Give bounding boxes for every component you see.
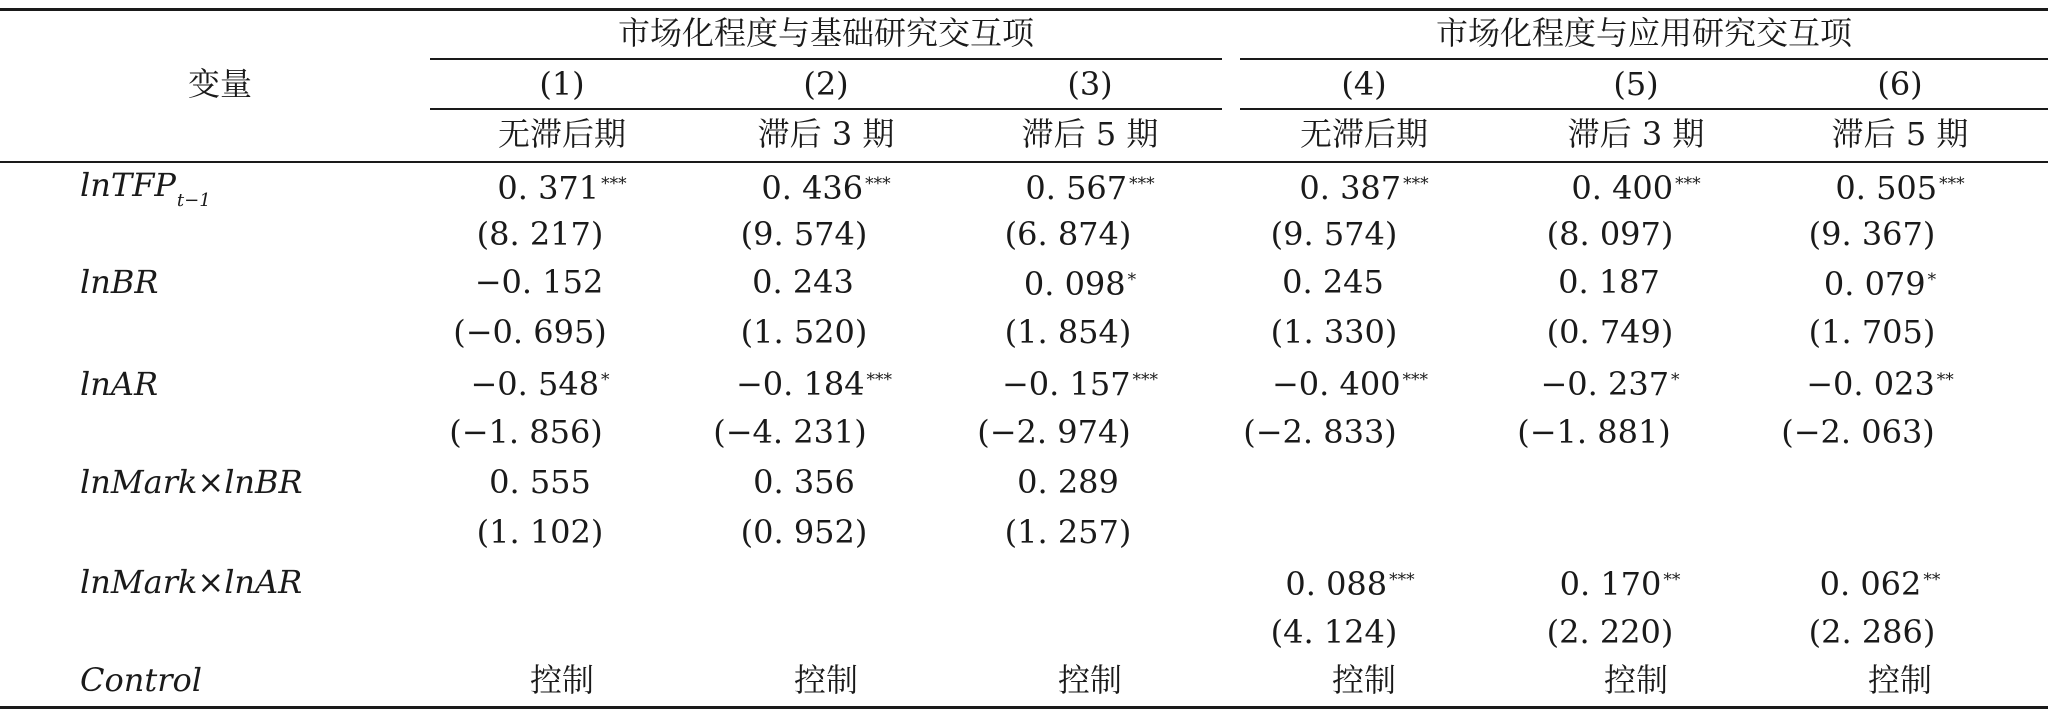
coef-cell: 0. 098 * <box>1023 265 1137 303</box>
group-header-basic: 市场化程度与基础研究交互项 <box>617 14 1035 52</box>
col-num-4: (4) <box>1341 65 1387 103</box>
colnum2-rule <box>1240 108 2048 110</box>
tstat-cell: (1. 705) <box>1808 313 1936 351</box>
tstat-cell: (1. 257) <box>1004 513 1132 551</box>
coef-cell: −0. 184 *** <box>735 365 893 403</box>
row-label-mark-br: lnMark×lnBR <box>80 463 303 501</box>
tstat-cell: (1. 854) <box>1004 313 1132 351</box>
control-cell: 控制 <box>793 661 859 699</box>
group2-rule <box>1240 58 2048 60</box>
tstat-cell: (1. 330) <box>1270 313 1398 351</box>
group-header-applied: 市场化程度与应用研究交互项 <box>1435 14 1853 52</box>
row-label-mark-ar: lnMark×lnAR <box>80 563 303 601</box>
coef-cell: 0. 555 <box>489 463 591 501</box>
col-lag-3: 滞后 5 期 <box>1021 115 1159 153</box>
coef-cell: 0. 062 ** <box>1819 565 1941 603</box>
tstat-cell: (8. 217) <box>476 215 604 253</box>
coef-cell: 0. 245 <box>1282 263 1384 301</box>
tstat-cell: (−4. 231) <box>713 413 867 451</box>
tstat-cell: (−2. 833) <box>1243 413 1397 451</box>
row-label-lnar: lnAR <box>80 365 159 403</box>
tstat-cell: (−0. 695) <box>453 313 607 351</box>
tstat-cell: (2. 286) <box>1808 613 1936 651</box>
coef-cell: −0. 548 * <box>470 365 610 403</box>
tstat-cell: (2. 220) <box>1546 613 1674 651</box>
col-num-3: (3) <box>1067 65 1113 103</box>
tstat-cell: (1. 102) <box>476 513 604 551</box>
coef-cell: 0. 088 *** <box>1285 565 1415 603</box>
tstat-cell: (−1. 856) <box>449 413 603 451</box>
tstat-cell: (4. 124) <box>1270 613 1398 651</box>
tstat-cell: (1. 520) <box>740 313 868 351</box>
tstat-cell: (−2. 974) <box>977 413 1131 451</box>
tstat-cell: (9. 367) <box>1808 215 1936 253</box>
coef-cell: 0. 243 <box>752 263 854 301</box>
coef-cell: 0. 289 <box>1017 463 1119 501</box>
coef-cell: 0. 505 *** <box>1835 169 1965 207</box>
tstat-cell: (0. 749) <box>1546 313 1674 351</box>
row-label-lntfp: lnTFP$_{t-1}$ <box>80 166 211 211</box>
row-label-lnbr: lnBR <box>80 263 159 301</box>
coef-cell: 0. 400 *** <box>1571 169 1701 207</box>
group1-rule <box>430 58 1222 60</box>
coef-cell: 0. 436 *** <box>761 169 891 207</box>
coef-cell: −0. 157 *** <box>1001 365 1159 403</box>
coef-cell: 0. 170 ** <box>1559 565 1681 603</box>
bottom-rule <box>0 706 2048 709</box>
control-cell: 控制 <box>1867 661 1933 699</box>
col-num-2: (2) <box>803 65 849 103</box>
tstat-cell: (8. 097) <box>1546 215 1674 253</box>
col-lag-6: 滞后 5 期 <box>1831 115 1969 153</box>
control-cell: 控制 <box>1331 661 1397 699</box>
coef-cell: −0. 237 * <box>1540 365 1680 403</box>
col-lag-4: 无滞后期 <box>1299 115 1429 153</box>
col-lag-2: 滞后 3 期 <box>757 115 895 153</box>
coef-cell: 0. 567 *** <box>1025 169 1155 207</box>
header-rule <box>0 161 2048 163</box>
control-cell: 控制 <box>1603 661 1669 699</box>
coef-cell: −0. 400 *** <box>1271 365 1429 403</box>
col-num-5: (5) <box>1613 65 1659 103</box>
col-lag-1: 无滞后期 <box>497 115 627 153</box>
col-num-1: (1) <box>539 65 585 103</box>
coef-cell: 0. 187 <box>1558 263 1660 301</box>
tstat-cell: (9. 574) <box>1270 215 1398 253</box>
coef-cell: 0. 371 *** <box>497 169 627 207</box>
tstat-cell: (6. 874) <box>1004 215 1132 253</box>
tstat-cell: (−1. 881) <box>1517 413 1671 451</box>
coef-cell: −0. 152 <box>474 263 604 301</box>
tstat-cell: (9. 574) <box>740 215 868 253</box>
col-num-6: (6) <box>1877 65 1923 103</box>
control-cell: 控制 <box>529 661 595 699</box>
variable-header: 变量 <box>187 65 253 103</box>
top-rule <box>0 8 2048 11</box>
colnum1-rule <box>430 108 1222 110</box>
coef-cell: −0. 023 ** <box>1806 365 1954 403</box>
coef-cell: 0. 079 * <box>1823 265 1937 303</box>
coef-cell: 0. 356 <box>753 463 855 501</box>
control-cell: 控制 <box>1057 661 1123 699</box>
tstat-cell: (−2. 063) <box>1781 413 1935 451</box>
col-lag-5: 滞后 3 期 <box>1567 115 1705 153</box>
coef-cell: 0. 387 *** <box>1299 169 1429 207</box>
row-label-control: Control <box>80 661 203 699</box>
tstat-cell: (0. 952) <box>740 513 868 551</box>
